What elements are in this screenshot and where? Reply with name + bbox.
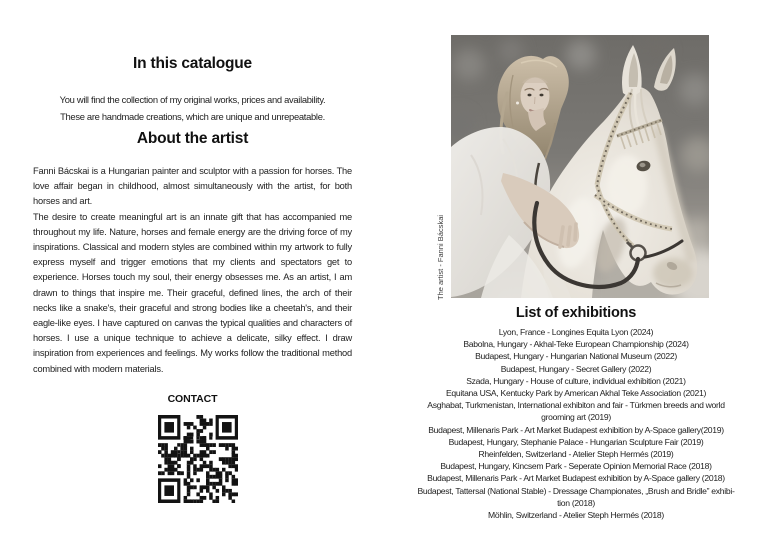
intro-text (33, 91, 352, 125)
artist-face (521, 78, 550, 115)
exhibition-line: grooming art (2019) (541, 412, 611, 423)
contact-title: CONTACT (167, 393, 218, 405)
photo-caption: The artist - Fanni Bácskai (436, 214, 445, 300)
exhibition-line: Lyon, France - Longines Equita Lyon (2024) (498, 327, 654, 337)
exhibitions-title: List of exhibitions (515, 305, 637, 321)
about-artist-title: About the artist (136, 130, 249, 147)
artist-earring (516, 102, 519, 105)
exhibition-line: Szada, Hungary - House of culture, individual exhibition (2021) (466, 375, 686, 386)
exhibitions-section (384, 304, 768, 521)
exhibition-line: Budapest, Hungary - Hungarian National Museum (2022) (475, 351, 677, 362)
exhibition-line: Möhlin, Switzerland - Atelier Steph Hermés (2018) (488, 510, 664, 521)
contact-qr-code (158, 415, 238, 503)
exhibition-line: Budapest, Hungary, Kincsem Park - Seperate Opinion Memorial Race (2018) (440, 461, 712, 472)
exhibition-line: Rheinfelden, Switzerland - Atelier Steph Hermés (2019) (478, 449, 674, 460)
about-paragraph: Fanni Bácskai is a Hungarian painter and sculptor with a passion for horses. The love affair began in childhood, almost simultaneously with the artist, for both horses and art. (33, 166, 352, 207)
artist-horse-photo (451, 35, 709, 298)
artist-horse-illustration (451, 35, 709, 298)
exhibition-line: Budapest, Hungary - Secret Gallery (2022) (500, 363, 652, 374)
exhibition-line: Babolna, Hungary - Akhal-Teke European Championship (2024) (463, 339, 689, 350)
about-artist-text (33, 164, 352, 377)
exhibition-line: Budapest, Millenaris Park - Art Market Budapest exhibition by A-Space gallery(2019) (428, 424, 724, 435)
exhibition-line: Budapest, Tattersal (National Stable) - Dressage Championates, „Brush and Bridle” exhibi- (417, 485, 735, 496)
exhibition-line: Budapest, Millenaris Park - Art Market Budapest exhibition by A-Space gallery (2018) (427, 473, 725, 484)
exhibition-line: Equitana USA, Kentucky Park by American Akhal Teke Association (2021) (445, 388, 707, 399)
artist-eye (540, 94, 544, 97)
exhibitions-list (384, 326, 768, 521)
about-paragraph: The desire to create meaningful art is an innate gift that has accompanied me throughout my life. Nature, horses and female energy are the driving force of my inspirations. Classical and modern styles are combined within my artwork to fully express myself and trigger emotions that my clients and spectators get to experience. Horses touch my soul, their energy obsesses me. As an artist, I am drawn to things that inspire me. Their graceful, defined lines, the arch of their necks like a snake's, their graceful and strong bodies like a cheetah's, and their eagle-like eyes. I have captured on canvas the typical qualities and characters of horses. I use a unique technique to achieve a delicate, silky effect. I draw inspiration from experiences and feelings. My works follow the traditional method combined with modern materials. (33, 211, 352, 374)
exhibition-line: Asghabat, Turkmenistan, International exhibiton and fair - Türkmen breeds and world (427, 400, 725, 411)
exhibition-line: tion (2018) (557, 497, 595, 508)
intro-line: You will find the collection of my original works, prices and availability. (59, 94, 326, 105)
artist-eye (528, 94, 532, 97)
catalogue-section-title: In this catalogue (133, 55, 252, 72)
exhibition-line: Budapest, Hungary, Stephanie Palace - Hungarian Sculpture Fair (2019) (448, 436, 704, 447)
intro-line: These are handmade creations, which are unique and unrepeatable. (60, 111, 325, 122)
